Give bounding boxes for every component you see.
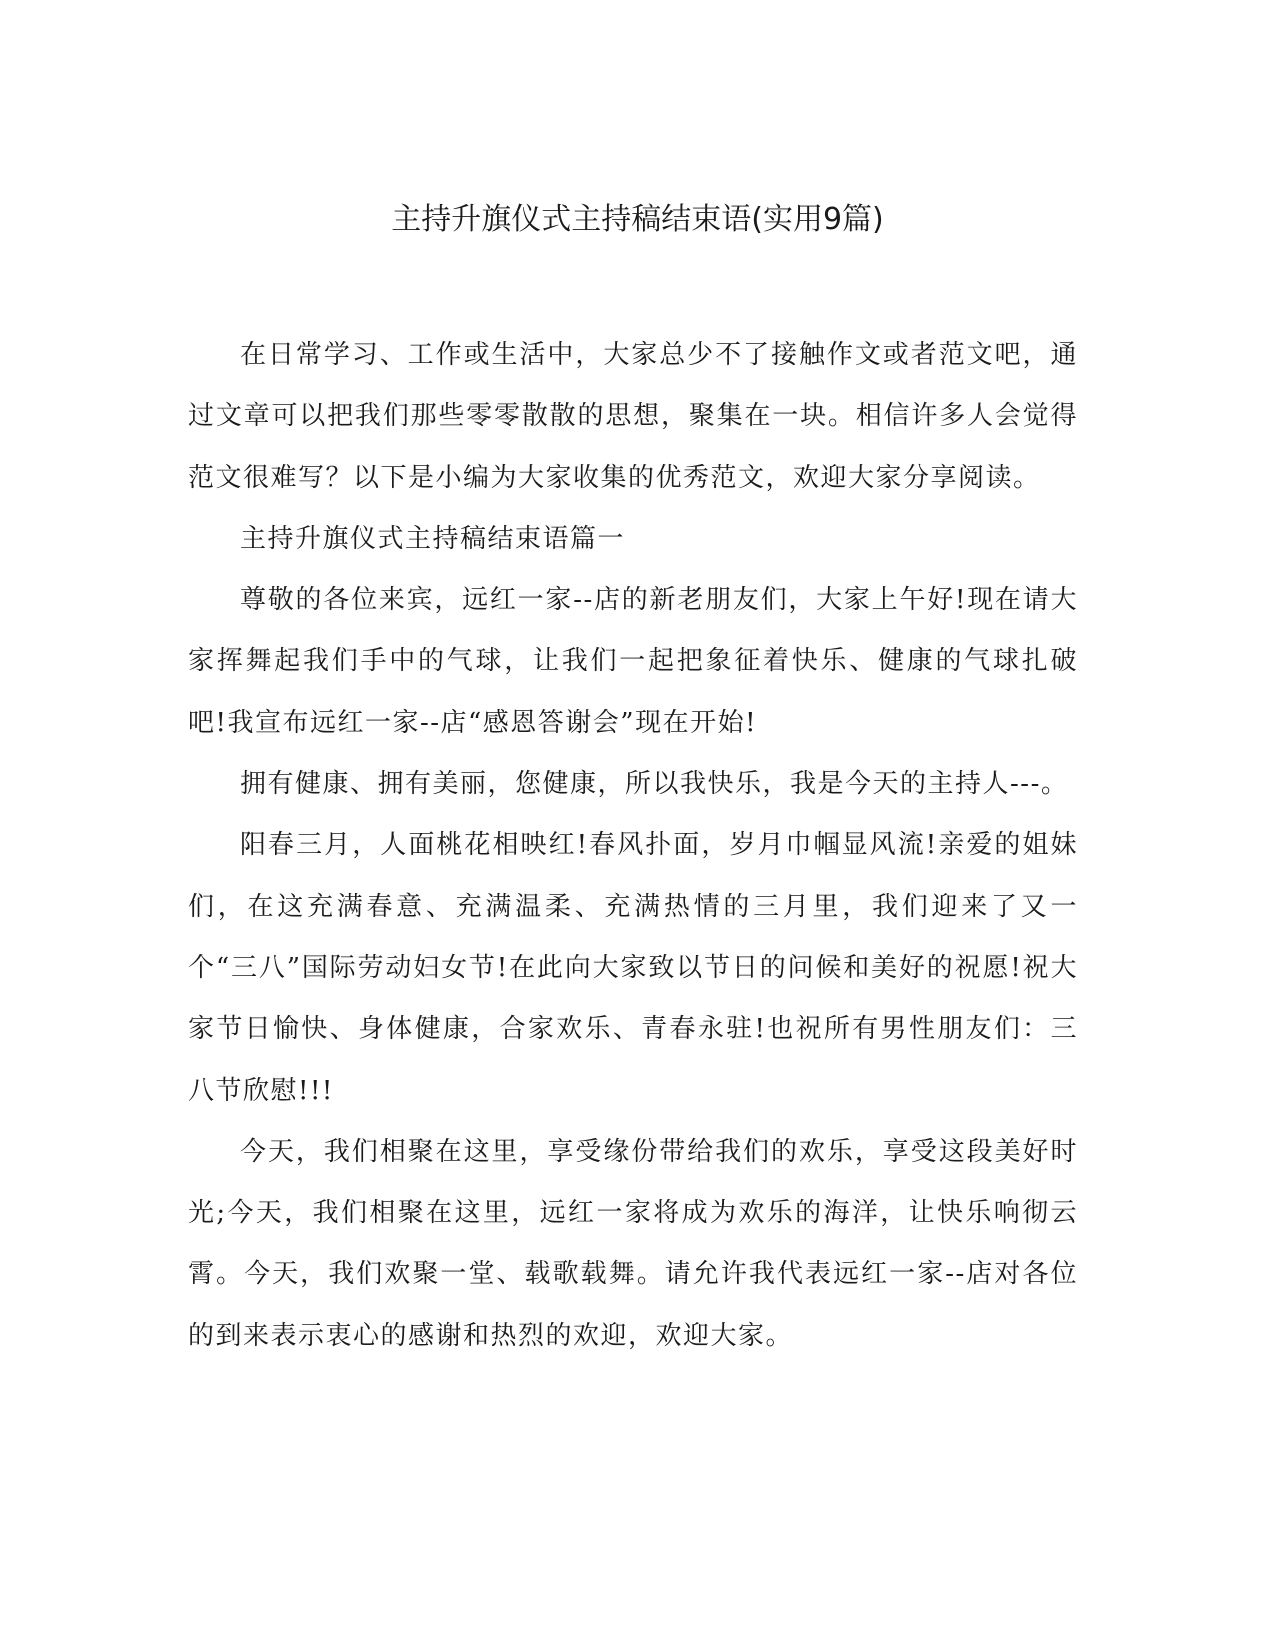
body-paragraph: 拥有健康、拥有美丽，您健康，所以我快乐，我是今天的主持人---。 [240,769,1069,800]
body-paragraph: 阳春三月，人面桃花相映红!春风扑面，岁月巾帼显风流!亲爱的姐妹们，在这充满春意、充满温柔、充满热情的三月里，我们迎来了又一个“三八”国际劳动妇女节!在此向大家致以节日的问候和美好的祝愿!祝大家节日愉快、身体健康，合家欢乐、青春永驻!也祝所有男性朋友们：三八节欣慰!!! [188,830,1078,1106]
document-title: 主持升旗仪式主持稿结束语(实用9篇) [391,202,884,237]
section-heading: 主持升旗仪式主持稿结束语篇一 [240,523,626,554]
body-paragraph: 今天，我们相聚在这里，享受缘份带给我们的欢乐，享受这段美好时光;今天，我们相聚在这里，远红一家将成为欢乐的海洋，让快乐响彻云霄。今天，我们欢聚一堂、载歌载舞。请允许我代表远红一家--店对各位的到来表示衷心的感谢和热烈的欢迎，欢迎大家。 [188,1136,1078,1351]
body-paragraph: 尊敬的各位来宾，远红一家--店的新老朋友们，大家上午好!现在请大家挥舞起我们手中的气球，让我们一起把象征着快乐、健康的气球扎破吧!我宣布远红一家--店“感恩答谢会”现在开始! [188,585,1078,738]
intro-paragraph: 在日常学习、工作或生活中，大家总少不了接触作文或者范文吧，通过文章可以把我们那些零零散散的思想，聚集在一块。相信许多人会觉得范文很难写？以下是小编为大家收集的优秀范文，欢迎大家分享阅读。 [188,340,1078,493]
document-body [188,325,1078,1367]
